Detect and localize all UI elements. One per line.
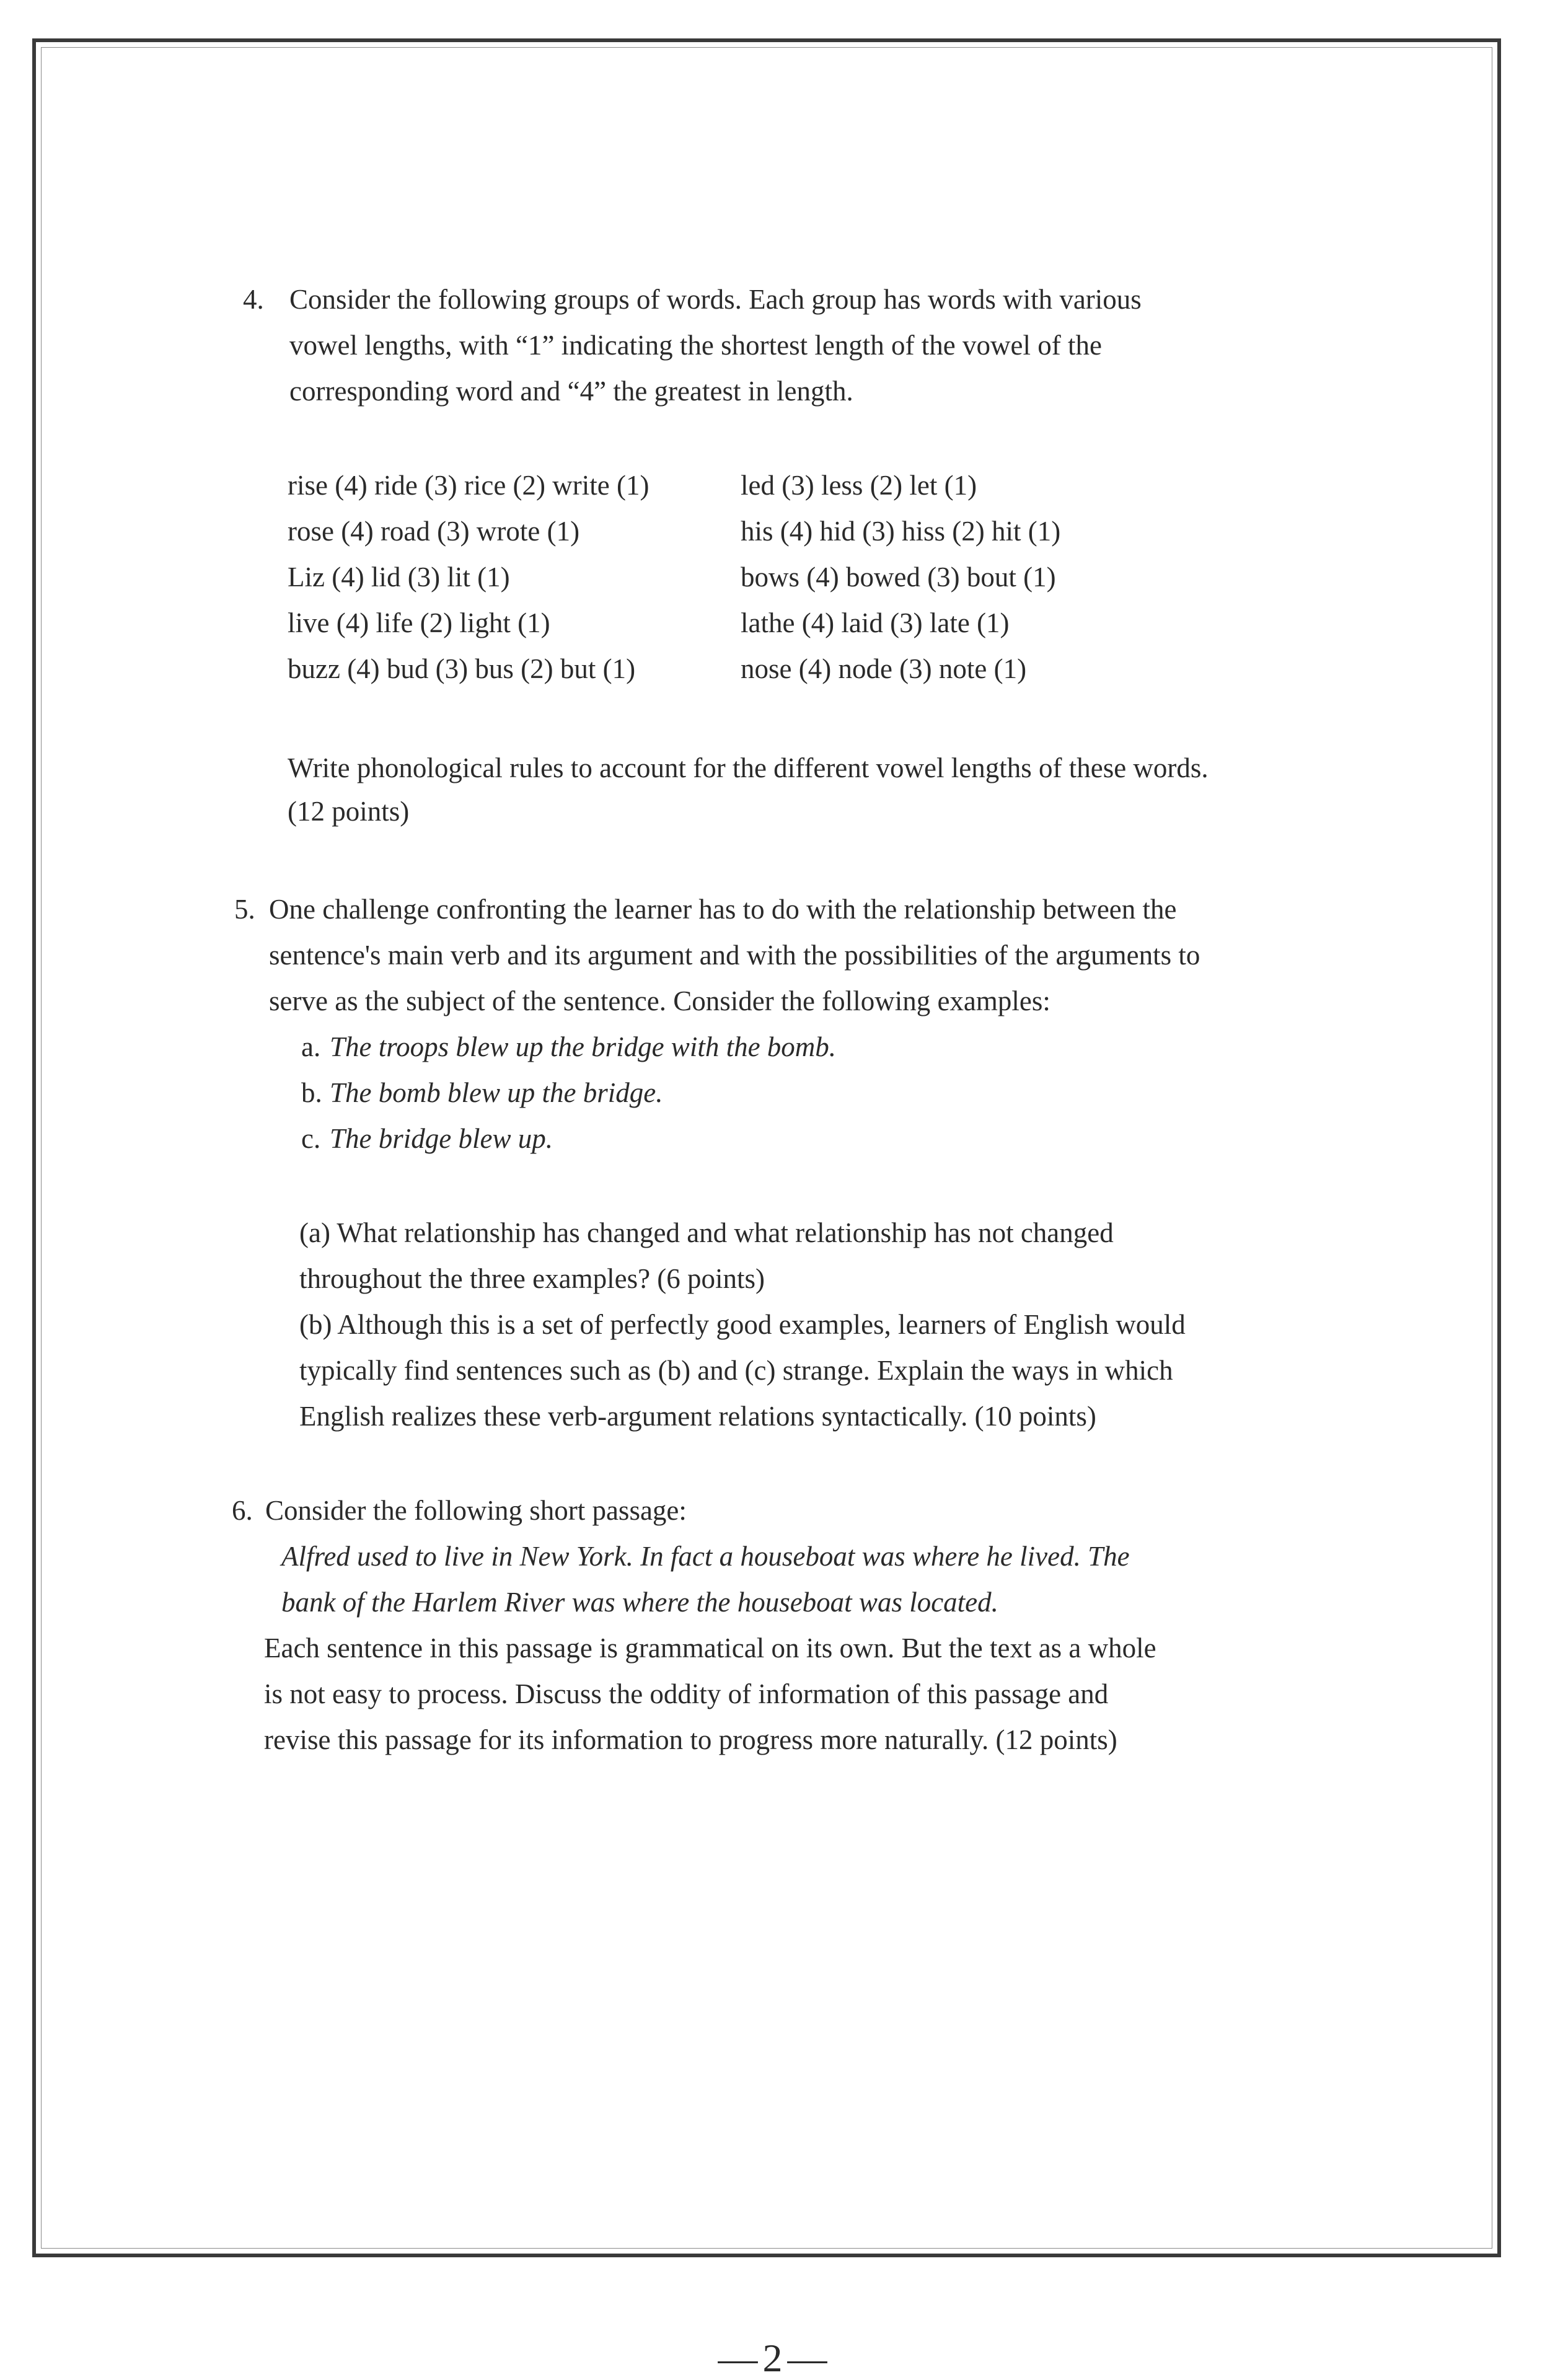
word-group-right: his (4) hid (3) hiss (2) hit (1) bbox=[741, 516, 1061, 547]
word-group-right: bows (4) bowed (3) bout (1) bbox=[741, 562, 1056, 593]
page-number: —2— bbox=[718, 2336, 832, 2380]
word-group-left: Liz (4) lid (3) lit (1) bbox=[288, 562, 510, 593]
example-sentence: The bomb blew up the bridge. bbox=[330, 1077, 663, 1108]
passage-line: Alfred used to live in New York. In fact a houseboat was where he lived. The bbox=[281, 1541, 1130, 1572]
q4-task-line: (12 points) bbox=[288, 796, 410, 827]
q4-intro-line: corresponding word and “4” the greatest in length. bbox=[289, 376, 853, 407]
example-sentence: The troops blew up the bridge with the bomb. bbox=[330, 1031, 837, 1062]
example-sentence: The bridge blew up. bbox=[330, 1123, 553, 1154]
q5-part-a-line: (a) What relationship has changed and what relationship has not changed bbox=[299, 1217, 1114, 1248]
q5-part-a-line: throughout the three examples? (6 points) bbox=[299, 1263, 765, 1294]
q5-intro-line: One challenge confronting the learner has to do with the relationship between the bbox=[269, 894, 1177, 925]
word-group-left: buzz (4) bud (3) bus (2) but (1) bbox=[288, 653, 636, 684]
q4-task-line: Write phonological rules to account for the different vowel lengths of these words. bbox=[288, 752, 1209, 783]
question-number: 4. bbox=[243, 284, 264, 315]
q5-part-b-line: English realizes these verb-argument relations syntactically. (10 points) bbox=[299, 1401, 1096, 1432]
word-group-left: rise (4) ride (3) rice (2) write (1) bbox=[288, 470, 650, 501]
word-group-right: nose (4) node (3) note (1) bbox=[741, 653, 1027, 684]
q5-part-b-line: (b) Although this is a set of perfectly good examples, learners of English would bbox=[299, 1309, 1186, 1340]
q4-intro-line: vowel lengths, with “1” indicating the shortest length of the vowel of the bbox=[289, 330, 1102, 361]
q6-task-line: Each sentence in this passage is grammatical on its own. But the text as a whole bbox=[264, 1633, 1156, 1664]
word-group-right: led (3) less (2) let (1) bbox=[741, 470, 977, 501]
word-group-right: lathe (4) laid (3) late (1) bbox=[741, 607, 1010, 638]
example-label: a. bbox=[301, 1031, 321, 1062]
question-number: 6. bbox=[232, 1495, 253, 1526]
word-group-left: live (4) life (2) light (1) bbox=[288, 607, 550, 638]
q6-task-line: is not easy to process. Discuss the oddity of information of this passage and bbox=[264, 1678, 1109, 1709]
q5-intro-line: serve as the subject of the sentence. Consider the following examples: bbox=[269, 985, 1050, 1016]
q4-intro-line: Consider the following groups of words. Each group has words with various bbox=[289, 284, 1142, 315]
question-number: 5. bbox=[234, 894, 255, 925]
example-label: c. bbox=[301, 1123, 321, 1154]
q5-part-b-line: typically find sentences such as (b) and (c) strange. Explain the ways in which bbox=[299, 1355, 1173, 1386]
passage-line: bank of the Harlem River was where the houseboat was located. bbox=[281, 1587, 998, 1618]
q5-intro-line: sentence's main verb and its argument and with the possibilities of the arguments to bbox=[269, 940, 1200, 971]
q6-intro: Consider the following short passage: bbox=[265, 1495, 687, 1526]
example-label: b. bbox=[301, 1077, 322, 1108]
q6-task-line: revise this passage for its information to progress more naturally. (12 points) bbox=[264, 1724, 1117, 1755]
word-group-left: rose (4) road (3) wrote (1) bbox=[288, 516, 580, 547]
